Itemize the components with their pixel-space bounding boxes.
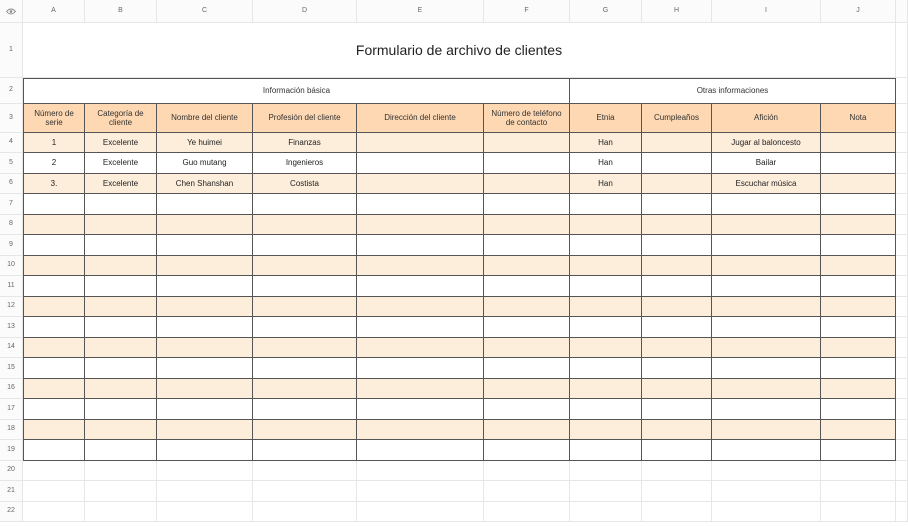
table-cell[interactable] xyxy=(712,440,821,461)
table-cell[interactable] xyxy=(357,297,484,317)
table-cell[interactable] xyxy=(642,297,712,317)
column-header-i[interactable]: I xyxy=(712,0,821,23)
empty-cell[interactable] xyxy=(896,338,908,358)
empty-cell[interactable] xyxy=(896,502,908,522)
empty-cell[interactable] xyxy=(712,481,821,502)
table-cell[interactable] xyxy=(570,215,642,235)
row-header-21[interactable]: 21 xyxy=(0,481,23,502)
empty-cell[interactable] xyxy=(253,461,357,481)
table-cell[interactable] xyxy=(23,399,85,420)
table-cell[interactable] xyxy=(85,276,157,297)
table-cell[interactable] xyxy=(357,420,484,440)
empty-cell[interactable] xyxy=(642,481,712,502)
table-cell[interactable] xyxy=(712,194,821,215)
table-cell[interactable] xyxy=(157,358,253,379)
empty-cell[interactable] xyxy=(357,502,484,522)
table-cell[interactable] xyxy=(357,153,484,174)
group-header-other[interactable]: Otras informaciones xyxy=(570,78,896,104)
table-cell[interactable] xyxy=(570,276,642,297)
table-cell[interactable] xyxy=(357,399,484,420)
table-cell[interactable] xyxy=(712,235,821,256)
empty-cell[interactable] xyxy=(896,440,908,461)
empty-cell[interactable] xyxy=(896,194,908,215)
table-cell[interactable] xyxy=(253,420,357,440)
table-cell[interactable] xyxy=(570,194,642,215)
table-cell[interactable] xyxy=(484,133,570,153)
table-cell[interactable] xyxy=(712,420,821,440)
table-cell[interactable]: Ye huimei xyxy=(157,133,253,153)
table-cell[interactable]: Excelente xyxy=(85,153,157,174)
table-cell[interactable] xyxy=(821,194,896,215)
column-header-extra xyxy=(896,0,908,23)
table-cell[interactable] xyxy=(821,379,896,399)
table-header-cell[interactable]: Profesión del cliente xyxy=(253,104,357,133)
table-cell[interactable] xyxy=(253,194,357,215)
empty-cell[interactable] xyxy=(642,502,712,522)
table-cell[interactable] xyxy=(85,297,157,317)
row-header-16[interactable]: 16 xyxy=(0,379,23,399)
table-cell[interactable] xyxy=(357,338,484,358)
table-cell[interactable] xyxy=(642,256,712,276)
table-cell[interactable] xyxy=(23,358,85,379)
row-header-11[interactable]: 11 xyxy=(0,276,23,297)
table-cell[interactable] xyxy=(484,256,570,276)
table-cell[interactable] xyxy=(570,420,642,440)
table-cell[interactable] xyxy=(570,297,642,317)
table-cell[interactable] xyxy=(157,440,253,461)
table-cell[interactable] xyxy=(23,338,85,358)
table-cell[interactable] xyxy=(23,440,85,461)
table-cell[interactable]: Finanzas xyxy=(253,133,357,153)
row-header-8[interactable]: 8 xyxy=(0,215,23,235)
table-cell[interactable] xyxy=(712,338,821,358)
table-cell[interactable] xyxy=(484,174,570,194)
empty-cell[interactable] xyxy=(484,502,570,522)
table-cell[interactable] xyxy=(821,440,896,461)
row-header-20[interactable]: 20 xyxy=(0,461,23,481)
table-cell[interactable] xyxy=(570,379,642,399)
table-header-cell[interactable]: Cumpleaños xyxy=(642,104,712,133)
table-cell[interactable] xyxy=(253,297,357,317)
table-cell[interactable] xyxy=(642,399,712,420)
empty-cell[interactable] xyxy=(896,379,908,399)
table-cell[interactable]: Jugar al baloncesto xyxy=(712,133,821,153)
table-cell[interactable] xyxy=(85,215,157,235)
empty-cell[interactable] xyxy=(896,133,908,153)
table-cell[interactable] xyxy=(85,399,157,420)
table-cell[interactable] xyxy=(821,338,896,358)
table-cell[interactable] xyxy=(642,133,712,153)
row-header-14[interactable]: 14 xyxy=(0,338,23,358)
column-header-f[interactable]: F xyxy=(484,0,570,23)
table-header-cell[interactable]: Categoría de cliente xyxy=(85,104,157,133)
table-cell[interactable] xyxy=(23,420,85,440)
column-header-e[interactable]: E xyxy=(357,0,484,23)
table-cell[interactable] xyxy=(712,276,821,297)
table-cell[interactable] xyxy=(484,276,570,297)
table-cell[interactable] xyxy=(357,317,484,338)
empty-cell[interactable] xyxy=(896,420,908,440)
table-cell[interactable] xyxy=(570,256,642,276)
table-cell[interactable] xyxy=(821,174,896,194)
table-cell[interactable] xyxy=(642,317,712,338)
empty-cell[interactable] xyxy=(896,23,908,78)
table-cell[interactable] xyxy=(85,317,157,338)
table-cell[interactable] xyxy=(357,440,484,461)
table-cell[interactable] xyxy=(484,379,570,399)
table-cell[interactable] xyxy=(85,379,157,399)
table-cell[interactable] xyxy=(642,338,712,358)
group-header-basic[interactable]: Información básica xyxy=(23,78,570,104)
column-header-d[interactable]: D xyxy=(253,0,357,23)
table-cell[interactable] xyxy=(357,235,484,256)
table-cell[interactable] xyxy=(712,297,821,317)
table-cell[interactable] xyxy=(157,399,253,420)
empty-cell[interactable] xyxy=(484,461,570,481)
table-cell[interactable] xyxy=(712,215,821,235)
table-cell[interactable] xyxy=(23,256,85,276)
empty-cell[interactable] xyxy=(23,502,85,522)
table-cell[interactable] xyxy=(484,235,570,256)
table-cell[interactable] xyxy=(712,317,821,338)
table-cell[interactable] xyxy=(570,399,642,420)
table-cell[interactable] xyxy=(357,379,484,399)
table-cell[interactable] xyxy=(357,194,484,215)
table-cell[interactable] xyxy=(85,235,157,256)
table-cell[interactable] xyxy=(642,420,712,440)
table-cell[interactable] xyxy=(23,317,85,338)
table-cell[interactable] xyxy=(484,420,570,440)
table-cell[interactable] xyxy=(642,379,712,399)
empty-cell[interactable] xyxy=(85,481,157,502)
empty-cell[interactable] xyxy=(85,461,157,481)
table-cell[interactable]: Guo mutang xyxy=(157,153,253,174)
table-cell[interactable]: Han xyxy=(570,174,642,194)
table-cell[interactable] xyxy=(821,420,896,440)
table-cell[interactable] xyxy=(712,358,821,379)
table-header-cell[interactable]: Etnia xyxy=(570,104,642,133)
table-cell[interactable] xyxy=(253,235,357,256)
table-cell[interactable] xyxy=(642,174,712,194)
table-cell[interactable] xyxy=(157,317,253,338)
table-cell[interactable]: 2 xyxy=(23,153,85,174)
row-header-1[interactable]: 1 xyxy=(0,23,23,78)
table-cell[interactable]: Escuchar música xyxy=(712,174,821,194)
sheet-title[interactable]: Formulario de archivo de clientes xyxy=(23,23,896,78)
table-cell[interactable] xyxy=(85,194,157,215)
table-cell[interactable]: Bailar xyxy=(712,153,821,174)
table-cell[interactable] xyxy=(821,256,896,276)
row-header-2[interactable]: 2 xyxy=(0,78,23,104)
row-header-3[interactable]: 3 xyxy=(0,104,23,133)
empty-cell[interactable] xyxy=(157,461,253,481)
table-cell[interactable] xyxy=(157,276,253,297)
row-header-19[interactable]: 19 xyxy=(0,440,23,461)
table-cell[interactable] xyxy=(484,153,570,174)
table-cell[interactable] xyxy=(821,317,896,338)
empty-cell[interactable] xyxy=(570,461,642,481)
row-header-7[interactable]: 7 xyxy=(0,194,23,215)
table-cell[interactable]: Excelente xyxy=(85,133,157,153)
table-cell[interactable]: Excelente xyxy=(85,174,157,194)
table-cell[interactable]: 3. xyxy=(23,174,85,194)
eye-icon[interactable] xyxy=(0,0,23,23)
table-cell[interactable] xyxy=(821,399,896,420)
empty-cell[interactable] xyxy=(157,481,253,502)
table-cell[interactable] xyxy=(85,440,157,461)
empty-cell[interactable] xyxy=(896,256,908,276)
empty-cell[interactable] xyxy=(570,481,642,502)
table-cell[interactable]: Chen Shanshan xyxy=(157,174,253,194)
table-cell[interactable] xyxy=(157,379,253,399)
table-cell[interactable] xyxy=(484,338,570,358)
row-header-10[interactable]: 10 xyxy=(0,256,23,276)
table-cell[interactable] xyxy=(821,358,896,379)
table-cell[interactable] xyxy=(157,338,253,358)
empty-cell[interactable] xyxy=(357,461,484,481)
table-cell[interactable] xyxy=(484,440,570,461)
empty-cell[interactable] xyxy=(821,502,896,522)
table-cell[interactable] xyxy=(570,317,642,338)
empty-cell[interactable] xyxy=(253,481,357,502)
table-cell[interactable] xyxy=(712,256,821,276)
table-cell[interactable] xyxy=(23,215,85,235)
table-cell[interactable] xyxy=(712,399,821,420)
table-cell[interactable]: Han xyxy=(570,133,642,153)
empty-cell[interactable] xyxy=(896,399,908,420)
table-cell[interactable] xyxy=(642,153,712,174)
table-cell[interactable] xyxy=(157,297,253,317)
table-cell[interactable] xyxy=(253,358,357,379)
table-header-cell[interactable]: Afición xyxy=(712,104,821,133)
empty-cell[interactable] xyxy=(157,502,253,522)
table-cell[interactable] xyxy=(570,440,642,461)
table-cell[interactable] xyxy=(484,194,570,215)
table-cell[interactable] xyxy=(85,420,157,440)
table-cell[interactable] xyxy=(570,338,642,358)
table-cell[interactable]: Han xyxy=(570,153,642,174)
row-header-15[interactable]: 15 xyxy=(0,358,23,379)
table-cell[interactable] xyxy=(821,153,896,174)
empty-cell[interactable] xyxy=(896,481,908,502)
table-cell[interactable] xyxy=(23,235,85,256)
table-cell[interactable] xyxy=(642,440,712,461)
empty-cell[interactable] xyxy=(821,481,896,502)
table-cell[interactable] xyxy=(253,256,357,276)
table-cell[interactable] xyxy=(821,235,896,256)
table-cell[interactable] xyxy=(85,256,157,276)
table-cell[interactable] xyxy=(85,358,157,379)
row-header-13[interactable]: 13 xyxy=(0,317,23,338)
empty-cell[interactable] xyxy=(23,461,85,481)
empty-cell[interactable] xyxy=(357,481,484,502)
table-cell[interactable] xyxy=(484,399,570,420)
table-header-cell[interactable]: Nota xyxy=(821,104,896,133)
table-cell[interactable] xyxy=(253,317,357,338)
empty-cell[interactable] xyxy=(821,461,896,481)
empty-cell[interactable] xyxy=(896,153,908,174)
empty-cell[interactable] xyxy=(896,104,908,133)
table-cell[interactable] xyxy=(157,235,253,256)
table-cell[interactable] xyxy=(570,358,642,379)
table-cell[interactable] xyxy=(23,379,85,399)
table-cell[interactable] xyxy=(570,235,642,256)
table-cell[interactable] xyxy=(821,297,896,317)
table-cell[interactable] xyxy=(642,194,712,215)
table-cell[interactable]: Ingenieros xyxy=(253,153,357,174)
column-header-j[interactable]: J xyxy=(821,0,896,23)
empty-cell[interactable] xyxy=(896,215,908,235)
empty-cell[interactable] xyxy=(896,235,908,256)
table-header-cell[interactable]: Nombre del cliente xyxy=(157,104,253,133)
column-header-c[interactable]: C xyxy=(157,0,253,23)
table-cell[interactable] xyxy=(821,133,896,153)
table-cell[interactable] xyxy=(357,256,484,276)
table-cell[interactable] xyxy=(484,358,570,379)
empty-cell[interactable] xyxy=(253,502,357,522)
empty-cell[interactable] xyxy=(484,481,570,502)
empty-cell[interactable] xyxy=(896,297,908,317)
table-cell[interactable] xyxy=(253,338,357,358)
table-cell[interactable] xyxy=(484,297,570,317)
empty-cell[interactable] xyxy=(570,502,642,522)
table-cell[interactable] xyxy=(23,297,85,317)
table-cell[interactable] xyxy=(157,420,253,440)
empty-cell[interactable] xyxy=(896,461,908,481)
empty-cell[interactable] xyxy=(23,481,85,502)
empty-cell[interactable] xyxy=(712,502,821,522)
row-header-9[interactable]: 9 xyxy=(0,235,23,256)
column-header-a[interactable]: A xyxy=(23,0,85,23)
table-header-cell[interactable]: Número de teléfono de contacto xyxy=(484,104,570,133)
table-cell[interactable] xyxy=(157,256,253,276)
table-cell[interactable] xyxy=(157,194,253,215)
row-header-18[interactable]: 18 xyxy=(0,420,23,440)
row-header-12[interactable]: 12 xyxy=(0,297,23,317)
row-header-6[interactable]: 6 xyxy=(0,174,23,194)
table-cell[interactable] xyxy=(357,133,484,153)
row-header-17[interactable]: 17 xyxy=(0,399,23,420)
table-cell[interactable] xyxy=(253,276,357,297)
table-cell[interactable] xyxy=(821,215,896,235)
empty-cell[interactable] xyxy=(85,502,157,522)
table-cell[interactable] xyxy=(484,215,570,235)
table-cell[interactable] xyxy=(253,379,357,399)
table-cell[interactable] xyxy=(23,276,85,297)
empty-cell[interactable] xyxy=(712,461,821,481)
table-cell[interactable]: Costista xyxy=(253,174,357,194)
table-cell[interactable] xyxy=(357,174,484,194)
table-cell[interactable] xyxy=(23,194,85,215)
table-cell[interactable] xyxy=(357,358,484,379)
table-cell[interactable] xyxy=(253,399,357,420)
table-cell[interactable]: 1 xyxy=(23,133,85,153)
empty-cell[interactable] xyxy=(896,78,908,104)
column-header-h[interactable]: H xyxy=(642,0,712,23)
empty-cell[interactable] xyxy=(896,317,908,338)
table-cell[interactable] xyxy=(821,276,896,297)
table-cell[interactable] xyxy=(712,379,821,399)
empty-cell[interactable] xyxy=(896,276,908,297)
empty-cell[interactable] xyxy=(896,174,908,194)
table-cell[interactable] xyxy=(642,276,712,297)
row-header-5[interactable]: 5 xyxy=(0,153,23,174)
table-cell[interactable] xyxy=(85,338,157,358)
table-cell[interactable] xyxy=(357,215,484,235)
column-header-g[interactable]: G xyxy=(570,0,642,23)
table-cell[interactable] xyxy=(642,215,712,235)
row-header-22[interactable]: 22 xyxy=(0,502,23,522)
table-cell[interactable] xyxy=(357,276,484,297)
column-header-b[interactable]: B xyxy=(85,0,157,23)
table-header-cell[interactable]: Número de serie xyxy=(23,104,85,133)
table-cell[interactable] xyxy=(253,440,357,461)
table-cell[interactable] xyxy=(484,317,570,338)
empty-cell[interactable] xyxy=(642,461,712,481)
table-cell[interactable] xyxy=(157,215,253,235)
table-cell[interactable] xyxy=(642,235,712,256)
row-header-4[interactable]: 4 xyxy=(0,133,23,153)
empty-cell[interactable] xyxy=(896,358,908,379)
table-cell[interactable] xyxy=(642,358,712,379)
table-header-cell[interactable]: Dirección del cliente xyxy=(357,104,484,133)
table-cell[interactable] xyxy=(253,215,357,235)
